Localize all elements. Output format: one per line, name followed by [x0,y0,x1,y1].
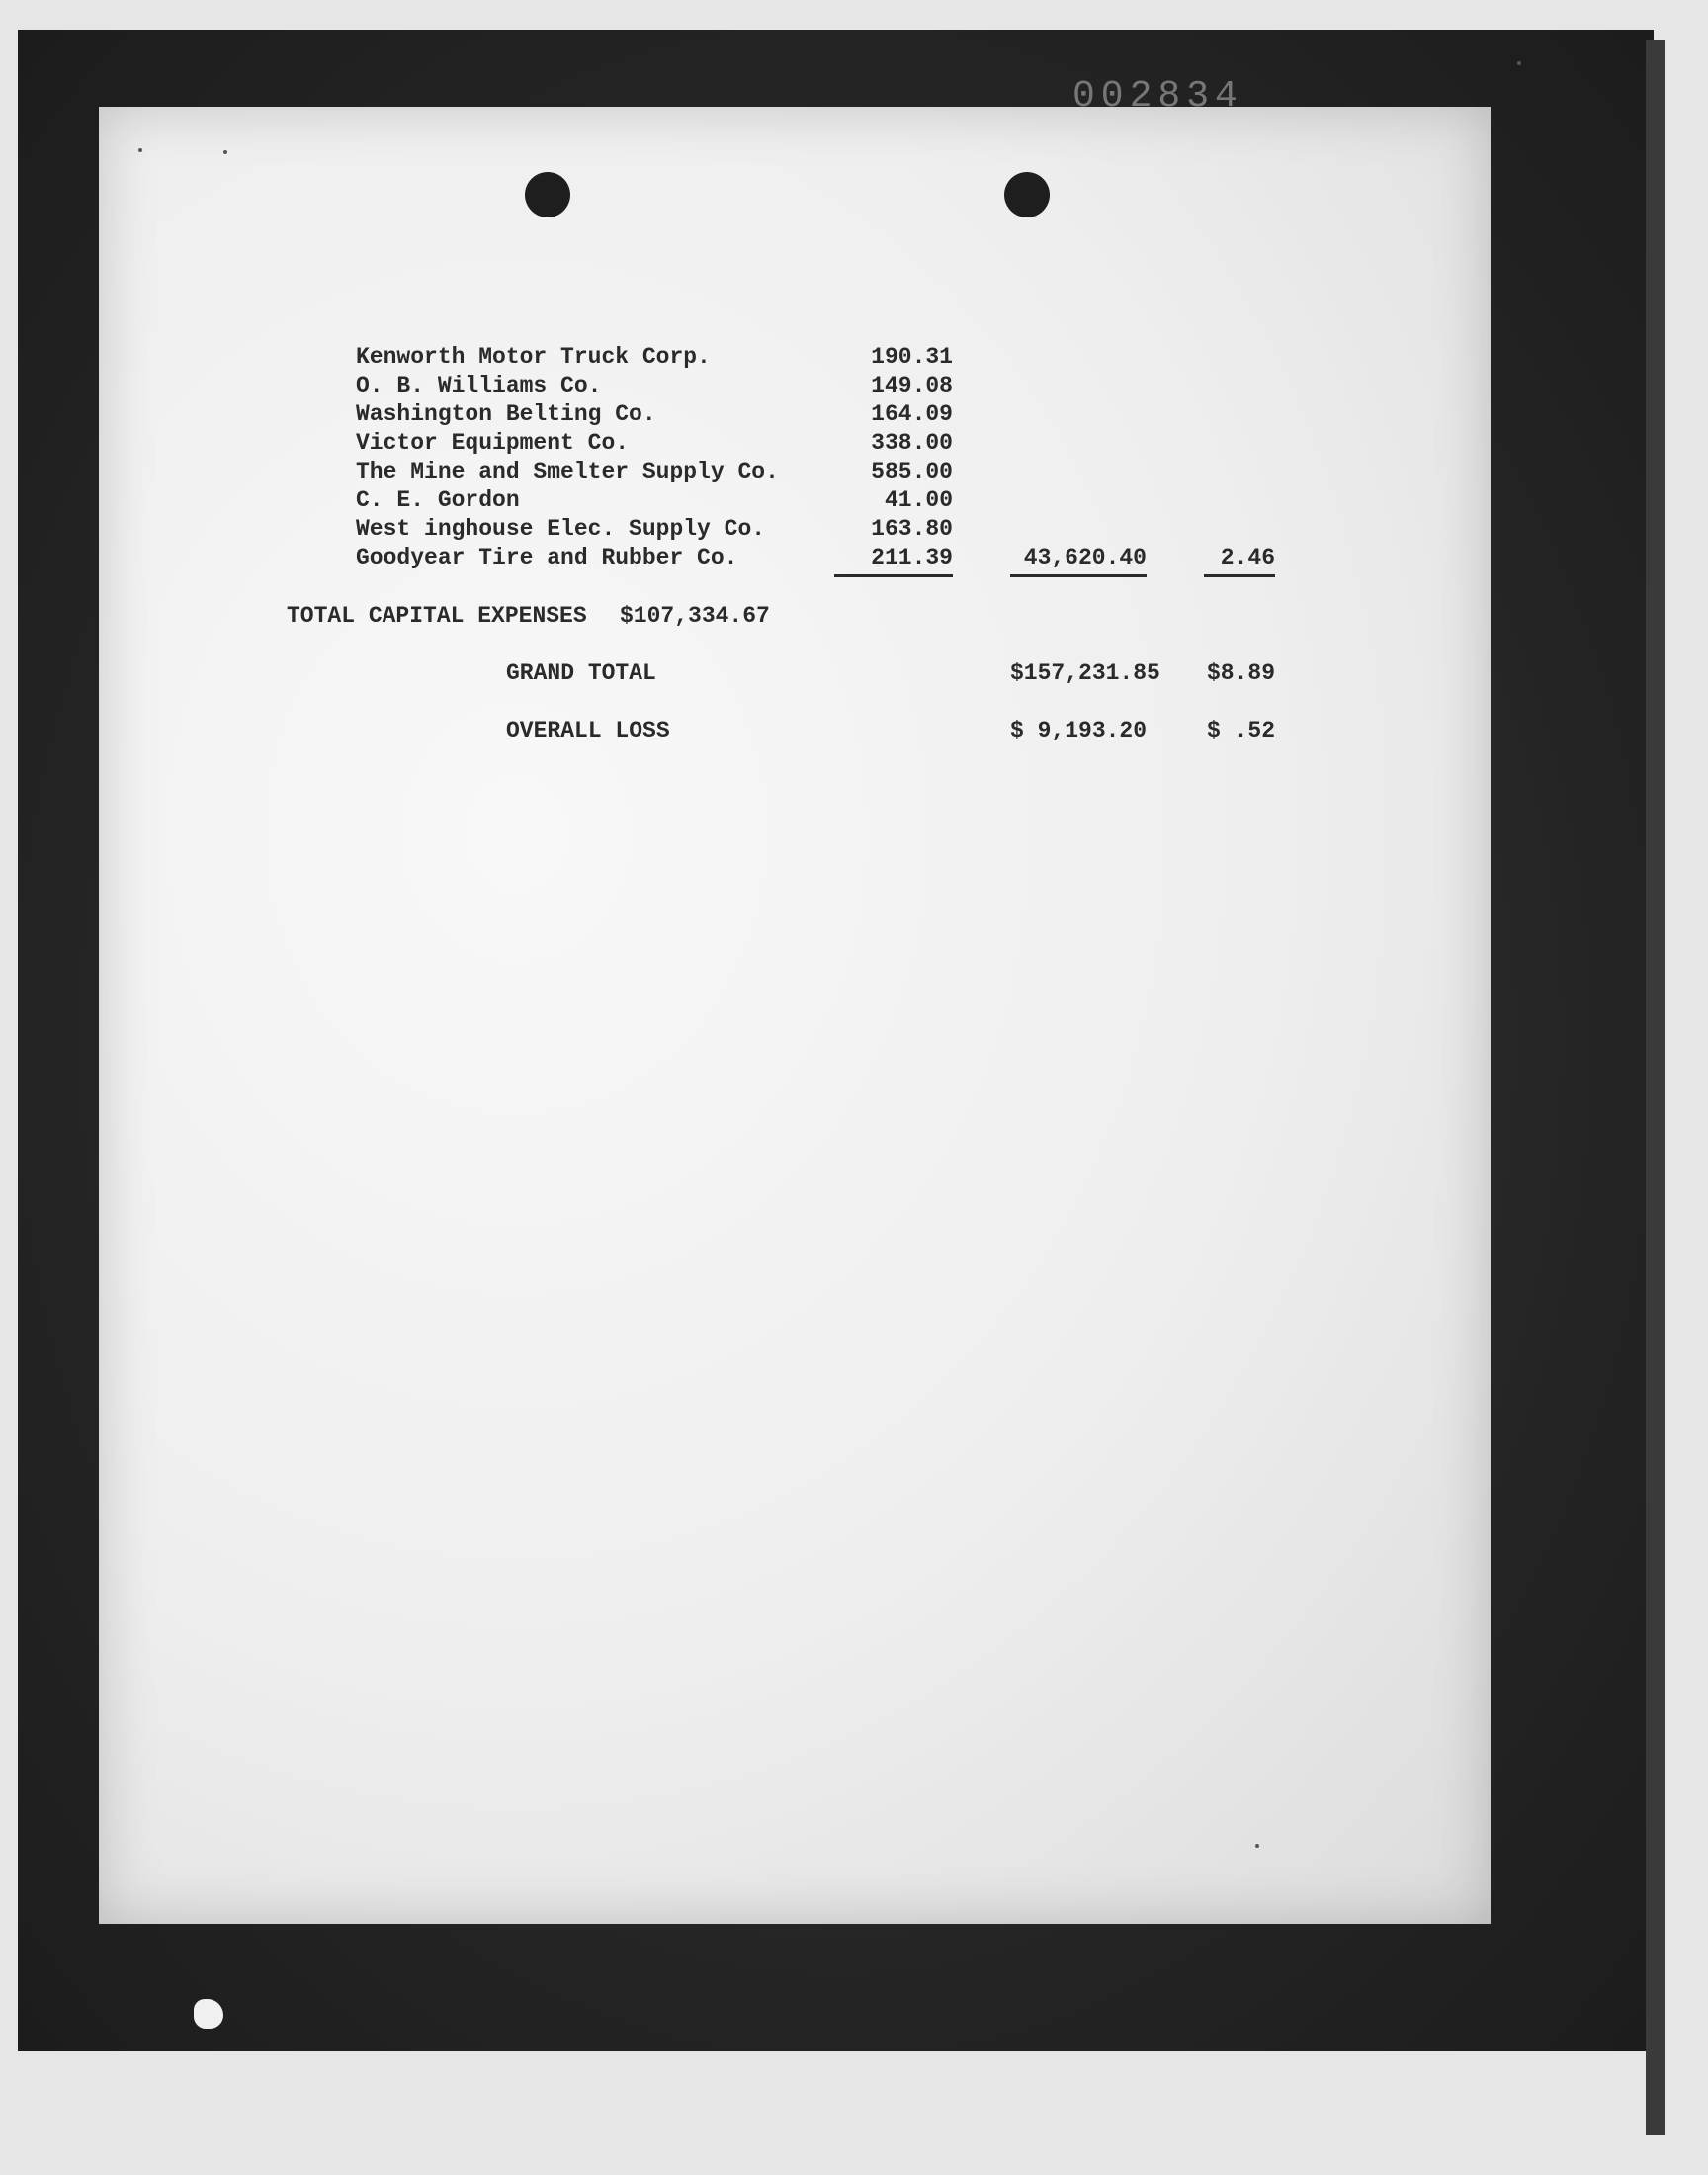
corner-blot-artifact [194,1999,223,2029]
supplier-amount: 149.08 [871,373,953,398]
overall-loss-per-unit: $ .52 [1206,718,1275,743]
supplier-amount: 338.00 [871,430,953,456]
grand-total-label: GRAND TOTAL [506,660,656,686]
punch-hole-left [525,172,570,218]
page-stamp-number: 002834 [1072,75,1243,118]
supplier-amount: 164.09 [871,401,953,427]
grand-total-per-unit: $8.89 [1206,660,1275,686]
supplier-name: Washington Belting Co. [356,401,656,427]
supplier-name: Goodyear Tire and Rubber Co. [356,545,738,570]
total-capital-expenses-label: TOTAL CAPITAL EXPENSES [287,603,587,629]
supplier-amount: 163.80 [871,516,953,542]
supplier-name: The Mine and Smelter Supply Co. [356,459,779,484]
grand-total-amount: $157,231.85 [1010,660,1160,686]
overall-loss-label: OVERALL LOSS [506,718,670,743]
film-edge [1646,40,1665,2135]
speck-artifact [223,150,227,154]
supplier-amount: 41.00 [884,487,953,513]
document-page [99,107,1491,1924]
supplier-name: West inghouse Elec. Supply Co. [356,516,766,542]
supplier-amount: 585.00 [871,459,953,484]
supplier-name: Kenworth Motor Truck Corp. [356,344,711,370]
supplier-name: Victor Equipment Co. [356,430,630,456]
total-capital-expenses-amount: $107,334.67 [620,603,770,629]
speck-artifact [138,148,142,152]
speck-artifact [1255,1844,1259,1848]
subtotal-amount: 43,620.40 [1010,544,1147,577]
punch-hole-right [1004,172,1050,218]
supplier-amount: 190.31 [871,344,953,370]
supplier-name: O. B. Williams Co. [356,373,602,398]
subtotal-per-unit: 2.46 [1204,544,1275,577]
supplier-amount: 211.39 [834,544,953,577]
speck-artifact [1517,61,1521,65]
supplier-name: C. E. Gordon [356,487,520,513]
overall-loss-amount: $ 9,193.20 [1010,718,1148,743]
